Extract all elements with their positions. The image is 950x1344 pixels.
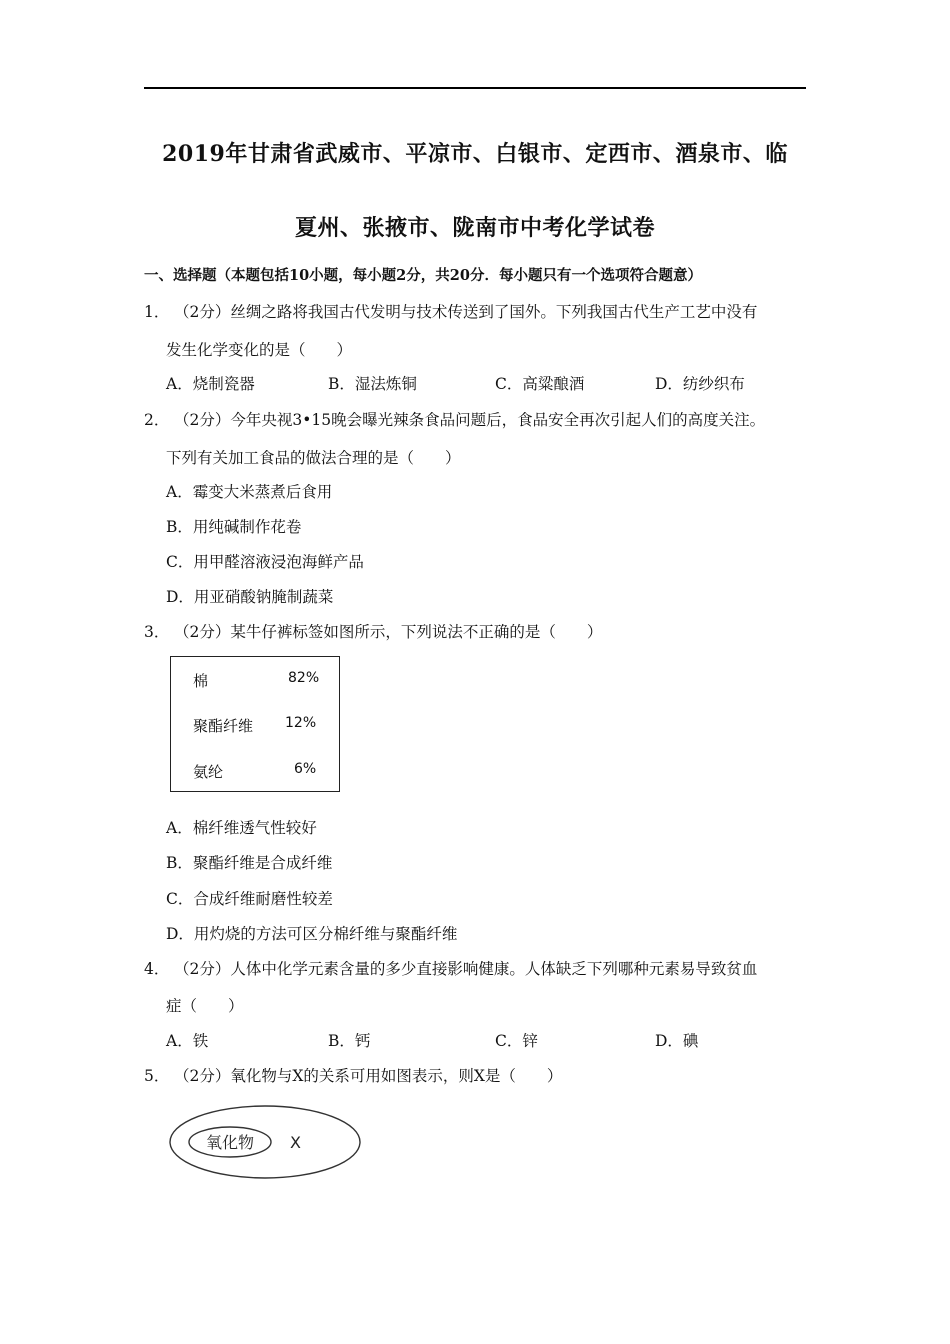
fiber-name: 聚酯纤维	[193, 717, 254, 735]
label-row	[171, 761, 339, 785]
question-5	[144, 1064, 562, 1086]
question-number: 5．	[144, 1067, 170, 1085]
question-number: 4．	[144, 960, 170, 978]
q3-option-b[interactable]: B．聚酯纤维是合成纤维	[166, 854, 333, 872]
inner-ellipse-label: 氧化物	[205, 1133, 255, 1152]
fiber-percent: 82%	[288, 670, 320, 686]
question-number: 2．	[144, 411, 170, 429]
q1-option-d[interactable]: D．纺纱织布	[655, 375, 745, 393]
q2-option-b[interactable]: B．用纯碱制作花卷	[166, 518, 302, 536]
oxide-x-venn-diagram	[168, 1104, 362, 1180]
label-row	[171, 715, 339, 739]
q1-option-c[interactable]: C．高粱酿酒	[495, 375, 585, 393]
q2-option-d[interactable]: D．用亚硝酸钠腌制蔬菜	[166, 588, 334, 606]
question-1	[144, 300, 757, 322]
top-rule	[144, 87, 806, 89]
q4-option-c[interactable]: C．锌	[495, 1032, 538, 1050]
question-1-stem-cont: 发生化学变化的是（ ）	[166, 341, 353, 359]
q3-option-d[interactable]: D．用灼烧的方法可区分棉纤维与聚酯纤维	[166, 925, 458, 943]
section-heading: 一、选择题（本题包括10小题，每小题2分，共20分．每小题只有一个选项符合题意）	[144, 267, 702, 284]
question-2-stem-cont: 下列有关加工食品的做法合理的是（ ）	[166, 449, 461, 467]
fiber-percent: 6%	[294, 761, 317, 777]
question-stem: （2分）某牛仔裤标签如图所示，下列说法不正确的是（ ）	[174, 623, 603, 641]
q4-option-a[interactable]: A．铁	[166, 1032, 209, 1050]
question-3	[144, 620, 602, 642]
q2-option-a[interactable]: A．霉变大米蒸煮后食用	[166, 483, 333, 501]
q4-option-b[interactable]: B．钙	[328, 1032, 371, 1050]
q3-option-c[interactable]: C．合成纤维耐磨性较差	[166, 890, 333, 908]
question-stem: （2分）丝绸之路将我国古代发明与技术传送到了国外。下列我国古代生产工艺中没有	[174, 303, 758, 321]
outer-ellipse-label: X	[290, 1133, 301, 1152]
garment-label-figure	[170, 656, 340, 792]
q3-option-a[interactable]: A．棉纤维透气性较好	[166, 819, 317, 837]
question-stem: （2分）氧化物与X的关系可用如图表示，则X是（ ）	[174, 1067, 563, 1085]
q2-option-c[interactable]: C．用甲醛溶液浸泡海鲜产品	[166, 553, 364, 571]
question-4	[144, 957, 757, 979]
fiber-percent: 12%	[285, 715, 317, 731]
question-number: 1．	[144, 303, 170, 321]
question-stem: （2分）人体中化学元素含量的多少直接影响健康。人体缺乏下列哪种元素易导致贫血	[174, 960, 758, 978]
q4-option-d[interactable]: D．碘	[655, 1032, 699, 1050]
question-2	[144, 408, 765, 430]
label-row	[171, 670, 339, 694]
fiber-name: 氨纶	[193, 763, 224, 781]
question-stem: （2分）今年央视3•15晚会曝光辣条食品问题后，食品安全再次引起人们的高度关注。	[174, 411, 766, 429]
outer-ellipse-x	[170, 1106, 360, 1178]
fiber-name: 棉	[193, 672, 209, 690]
exam-title-line-2: 夏州、张掖市、陇南市中考化学试卷	[294, 215, 655, 241]
q1-option-b[interactable]: B．湿法炼铜	[328, 375, 417, 393]
question-number: 3．	[144, 623, 170, 641]
exam-title-line-1: 2019年甘肃省武威市、平凉市、白银市、定西市、酒泉市、临	[162, 141, 788, 167]
question-4-stem-cont: 症（ ）	[166, 997, 244, 1015]
q1-option-a[interactable]: A．烧制瓷器	[166, 375, 255, 393]
